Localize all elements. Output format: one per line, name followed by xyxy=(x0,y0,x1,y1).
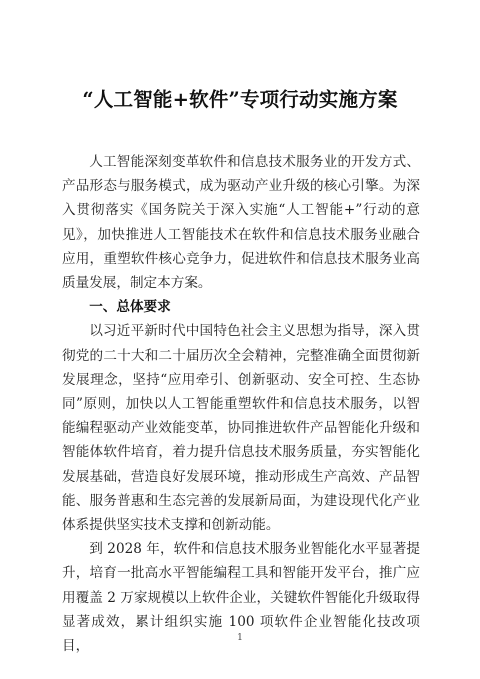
intro-paragraph: 人工智能深刻变革软件和信息技术服务业的开发方式、产品形态与服务模式，成为驱动产业升级的核心引擎。为深入贯彻落实《国务院关于深入实施“人工智能+”行动的意见》，加快推进人工智能技术在软件和信息技术服务业融合应用，重塑软件核心竞争力，促进软件和信息技术服务业高质量发展，制定本方案。 xyxy=(62,154,420,292)
section-heading: 一、总体要求 xyxy=(89,299,171,316)
section-paragraph-1: 以习近平新时代中国特色社会主义思想为指导，深入贯彻党的二十大和二十届历次全会精神，完整准确全面贯彻新发展理念，坚持“应用牵引、创新驱动、安全可控、生态协同”原则，加快以人工智能重塑软件和信息技术服务，以智能编程驱动产业效能变革，协同推进软件产品智能化升级和智能体软件培育，着力提升信息技术服务质量，夯实智能化发展基础，营造良好发展环境，推动形成生产高效、产品智能、服务普惠和生态完善的发展新局面，为建设现代化产业体系提供坚实技术支撑和创新动能。 xyxy=(62,323,420,534)
document-title: “人工智能+软件”专项行动实施方案 xyxy=(82,88,398,111)
document-body xyxy=(62,150,420,658)
page-number: 1 xyxy=(237,633,243,643)
section-paragraph-2: 到 2028 年，软件和信息技术服务业智能化水平显著提升，培育一批高水平智能编程工具和智能开发平台，推广应用覆盖 2 万家规模以上软件企业，关键软件智能化升级取得显著成效，累计组织实施 100 项软件企业智能化技改项目， xyxy=(62,541,420,655)
